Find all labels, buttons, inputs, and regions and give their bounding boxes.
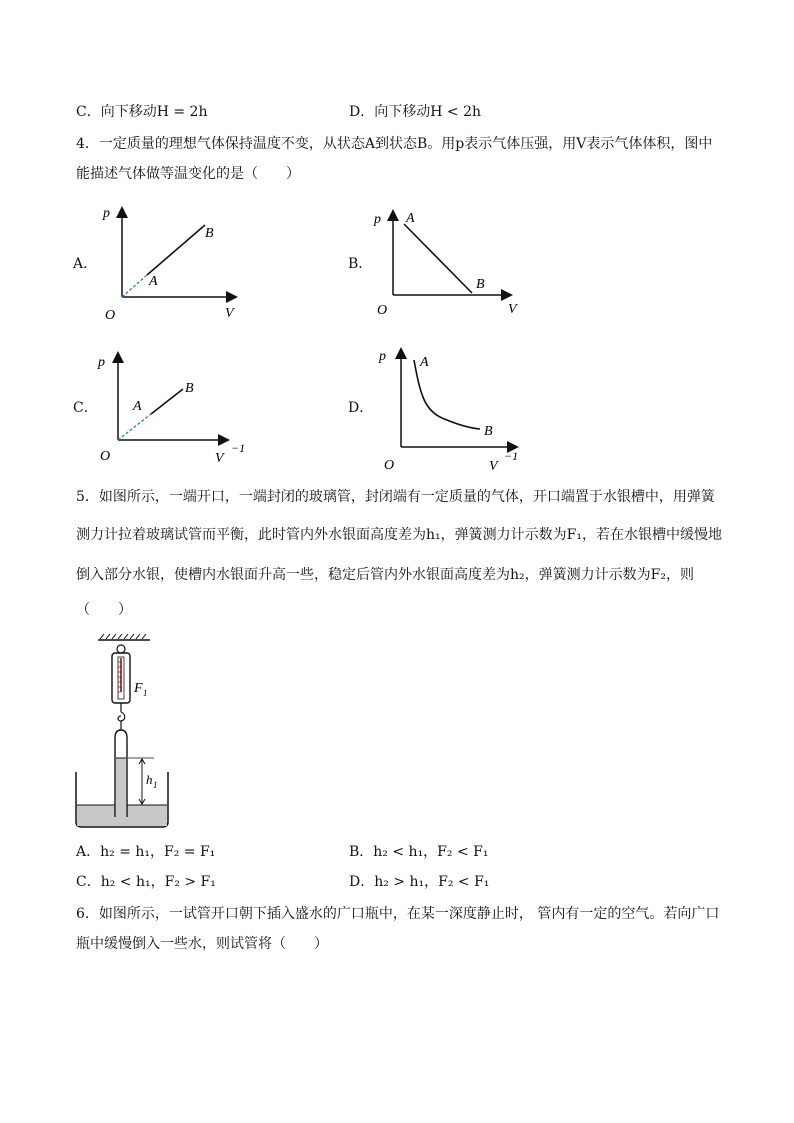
origin-label: O bbox=[100, 449, 111, 464]
v-axis-label: V bbox=[215, 451, 224, 466]
q5-option-b: B．h₂ < h₁，F₂ < F₁ bbox=[349, 844, 489, 860]
q5-stem-line2: 测力计拉着玻璃试管而平衡，此时管内外水银面高度差为h₁，弹簧测力计示数为F₁，若在水银槽中缓慢地 bbox=[76, 527, 722, 543]
dashed-extension bbox=[118, 414, 151, 440]
height-label: h bbox=[146, 772, 153, 787]
bottom-hook bbox=[118, 712, 125, 721]
origin-label: O bbox=[384, 458, 395, 473]
top-ring bbox=[117, 645, 125, 653]
q3-option-c: C．向下移动H = 2h bbox=[76, 104, 208, 120]
p-axis-label: p bbox=[98, 355, 105, 370]
point-a-label: A bbox=[133, 399, 142, 414]
v-axis-exponent: −1 bbox=[231, 441, 246, 455]
point-b-label: B bbox=[205, 226, 214, 241]
state-line bbox=[404, 224, 472, 293]
origin-label: O bbox=[105, 308, 116, 323]
isotherm-curve bbox=[414, 360, 480, 429]
q5-stem-line4: （ ） bbox=[76, 602, 132, 618]
q4-graph-b bbox=[368, 200, 538, 325]
q5-stem-line3: 倒入部分水银，使槽内水银面升高一些，稳定后管内外水银面高度差为h₂，弹簧测力计示数为F₂，则 bbox=[76, 567, 694, 583]
p-axis-label: p bbox=[374, 212, 381, 227]
q5-stem-line1: 5．如图所示，一端开口，一端封闭的玻璃管，封闭端有一定质量的气体，开口端置于水银槽中，用弹簧 bbox=[76, 489, 715, 505]
p-axis-label: p bbox=[379, 349, 386, 364]
point-a-label: A bbox=[420, 355, 429, 370]
p-axis-label: p bbox=[103, 206, 110, 221]
height-subscript: 1 bbox=[153, 780, 158, 790]
q6-stem-line1: 6．如图所示，一试管开口朝下插入盛水的广口瓶中，在某一深度静止时， 管内有一定的空气。若向广口 bbox=[76, 906, 720, 922]
point-b-label: B bbox=[476, 277, 485, 292]
force-label: F bbox=[134, 681, 143, 696]
q5-option-a: A．h₂ = h₁，F₂ = F₁ bbox=[76, 844, 216, 860]
v-axis-exponent: −1 bbox=[504, 449, 519, 463]
point-b-label: B bbox=[484, 424, 493, 439]
v-axis-label: V bbox=[489, 459, 498, 473]
point-a-label: A bbox=[406, 211, 415, 226]
q4-option-d-label: D． bbox=[348, 400, 374, 416]
v-axis-label: V bbox=[225, 306, 234, 321]
q6-stem-line2: 瓶中缓慢倒入一些水，则试管将（ ） bbox=[76, 936, 328, 952]
q4-stem-line1: 4．一定质量的理想气体保持温度不变，从状态A到状态B。用p表示气体压强，用V表示气体体积，图中 bbox=[76, 136, 713, 152]
q4-stem-line2: 能描述气体做等温变化的是（ ） bbox=[76, 166, 300, 182]
q4-graph-c bbox=[95, 342, 255, 467]
q5-figure bbox=[70, 632, 180, 832]
q4-option-b-label: B． bbox=[348, 256, 373, 272]
point-a-label: A bbox=[149, 274, 158, 289]
point-b-label: B bbox=[185, 381, 194, 396]
q4-graph-a bbox=[95, 195, 255, 325]
tube-mercury bbox=[116, 758, 126, 817]
state-line bbox=[151, 389, 183, 414]
ceiling-hatch bbox=[100, 634, 146, 639]
force-subscript: 1 bbox=[143, 688, 148, 698]
q3-option-d: D．向下移动H < 2h bbox=[349, 104, 481, 120]
dashed-extension bbox=[122, 275, 147, 297]
q4-graph-d bbox=[372, 338, 532, 473]
q4-option-c-label: C． bbox=[73, 400, 98, 416]
q4-option-a-label: A． bbox=[73, 256, 98, 272]
state-line bbox=[147, 225, 205, 275]
v-axis-label: V bbox=[508, 302, 517, 317]
q5-option-d: D．h₂ > h₁，F₂ < F₁ bbox=[349, 874, 490, 890]
origin-label: O bbox=[377, 303, 388, 318]
q5-option-c: C．h₂ < h₁，F₂ > F₁ bbox=[76, 874, 216, 890]
